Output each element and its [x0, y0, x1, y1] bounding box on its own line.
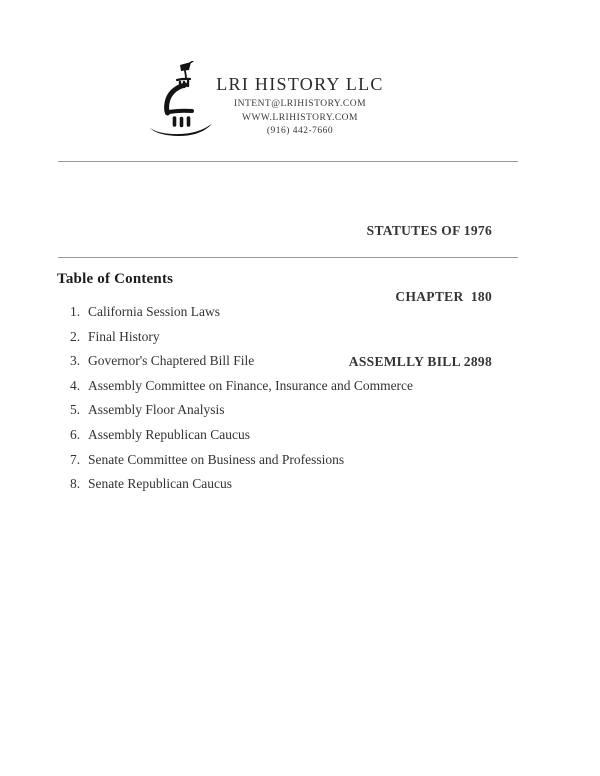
toc-item-number: 1.: [70, 304, 81, 319]
toc-item-number: 8.: [70, 476, 81, 492]
toc-item-label: Senate Committee on Business and Professions: [88, 451, 345, 467]
toc-item: [57, 374, 413, 399]
toc-item: [57, 349, 413, 374]
toc-item-number: 5.: [70, 402, 81, 418]
letterhead: [0, 74, 600, 139]
toc-item: [57, 398, 413, 423]
toc-item-label: Senate Republican Caucus: [88, 476, 232, 492]
company-email: INTENT@LRIHISTORY.COM: [233, 99, 367, 109]
toc-item: [57, 325, 413, 350]
chapter-line: CHAPTER 180: [395, 288, 492, 304]
toc-list: [57, 300, 413, 497]
company-name: LRI HISTORY LLC: [216, 74, 384, 94]
toc-item: [57, 448, 413, 473]
divider-top: [58, 161, 518, 162]
toc-item-number: 4.: [70, 377, 81, 393]
toc-item: [57, 472, 413, 497]
toc-item-label: Final History: [88, 328, 160, 344]
toc-item-number: 6.: [70, 426, 81, 442]
toc-item: [57, 300, 413, 325]
company-website: WWW.LRIHISTORY.COM: [242, 112, 358, 123]
toc-item-label: Assembly Republican Caucus: [88, 426, 250, 442]
toc-item-label: Assembly Committee on Finance, Insurance and Commerce: [88, 377, 414, 393]
toc-item: [57, 423, 413, 448]
toc-heading: Table of Contents: [57, 271, 174, 287]
statutes-line: STATUTES OF 1976: [366, 223, 492, 239]
toc-item-label: Governor's Chaptered Bill File: [88, 353, 255, 369]
assembly-bill-line: ASSEMLLY BILL 2898: [348, 353, 492, 369]
contact-lines: [0, 98, 600, 139]
company-phone: (916) 442-7660: [266, 126, 334, 136]
toc-item-number: 3.: [70, 353, 81, 369]
toc-item-label: California Session Laws: [88, 304, 220, 319]
toc-item-label: Assembly Floor Analysis: [88, 402, 225, 418]
toc-item-number: 2.: [70, 328, 81, 344]
toc-item-number: 7.: [70, 451, 81, 467]
